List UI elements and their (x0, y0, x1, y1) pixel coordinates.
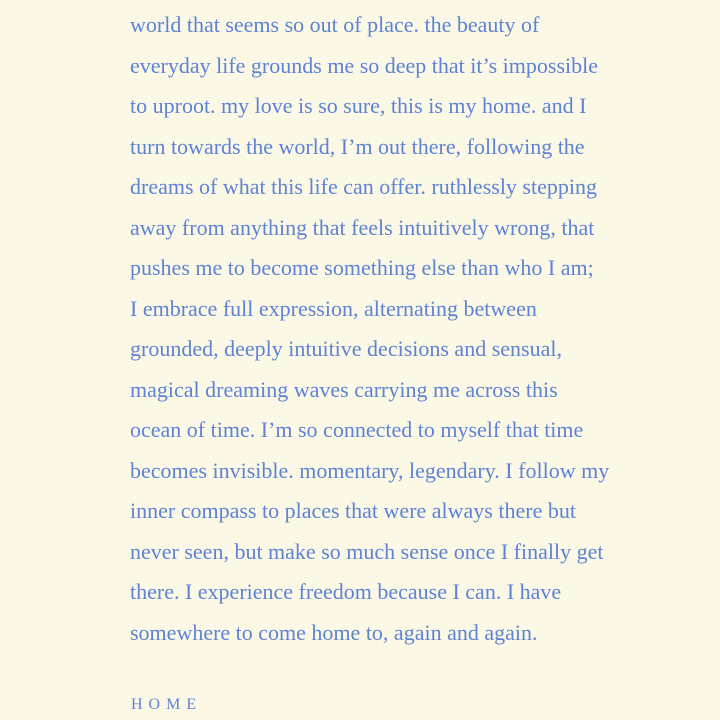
poem-line: dreams of what this life can offer. ruthlessly stepping (130, 174, 597, 199)
poem-line: ocean of time. I’m so connected to myself that time (130, 417, 584, 442)
poem-text-block (130, 5, 610, 653)
poem-line: magical dreaming waves carrying me across this (130, 376, 558, 402)
poem-line: there. I experience freedom because I can. I have (130, 579, 562, 604)
poem-line: everyday life grounds me so deep that it’s impossible (130, 52, 599, 78)
poem-line: turn towards the world, I’m out there, following the (130, 133, 585, 159)
home-link[interactable]: HOME (131, 696, 203, 713)
poem-line: becomes invisible. momentary, legendary. I follow my (130, 457, 610, 483)
poem-line: world that seems so out of place. the beauty of (130, 12, 540, 37)
poem-line: I embrace full expression, alternating between (130, 295, 537, 321)
poem-line: pushes me to become something else than who I am; (130, 255, 594, 280)
poem-line: never seen, but make so much sense once I finally get (130, 538, 604, 564)
poem-line: somewhere to come home to, again and again. (130, 619, 538, 645)
poem-line: away from anything that feels intuitively wrong, that (130, 214, 595, 240)
footer-nav (131, 696, 202, 714)
poem-line: to uproot. my love is so sure, this is my home. and I (130, 93, 587, 118)
poem-line: inner compass to places that were always there but (130, 498, 576, 523)
poem-line: grounded, deeply intuitive decisions and sensual, (130, 336, 562, 361)
